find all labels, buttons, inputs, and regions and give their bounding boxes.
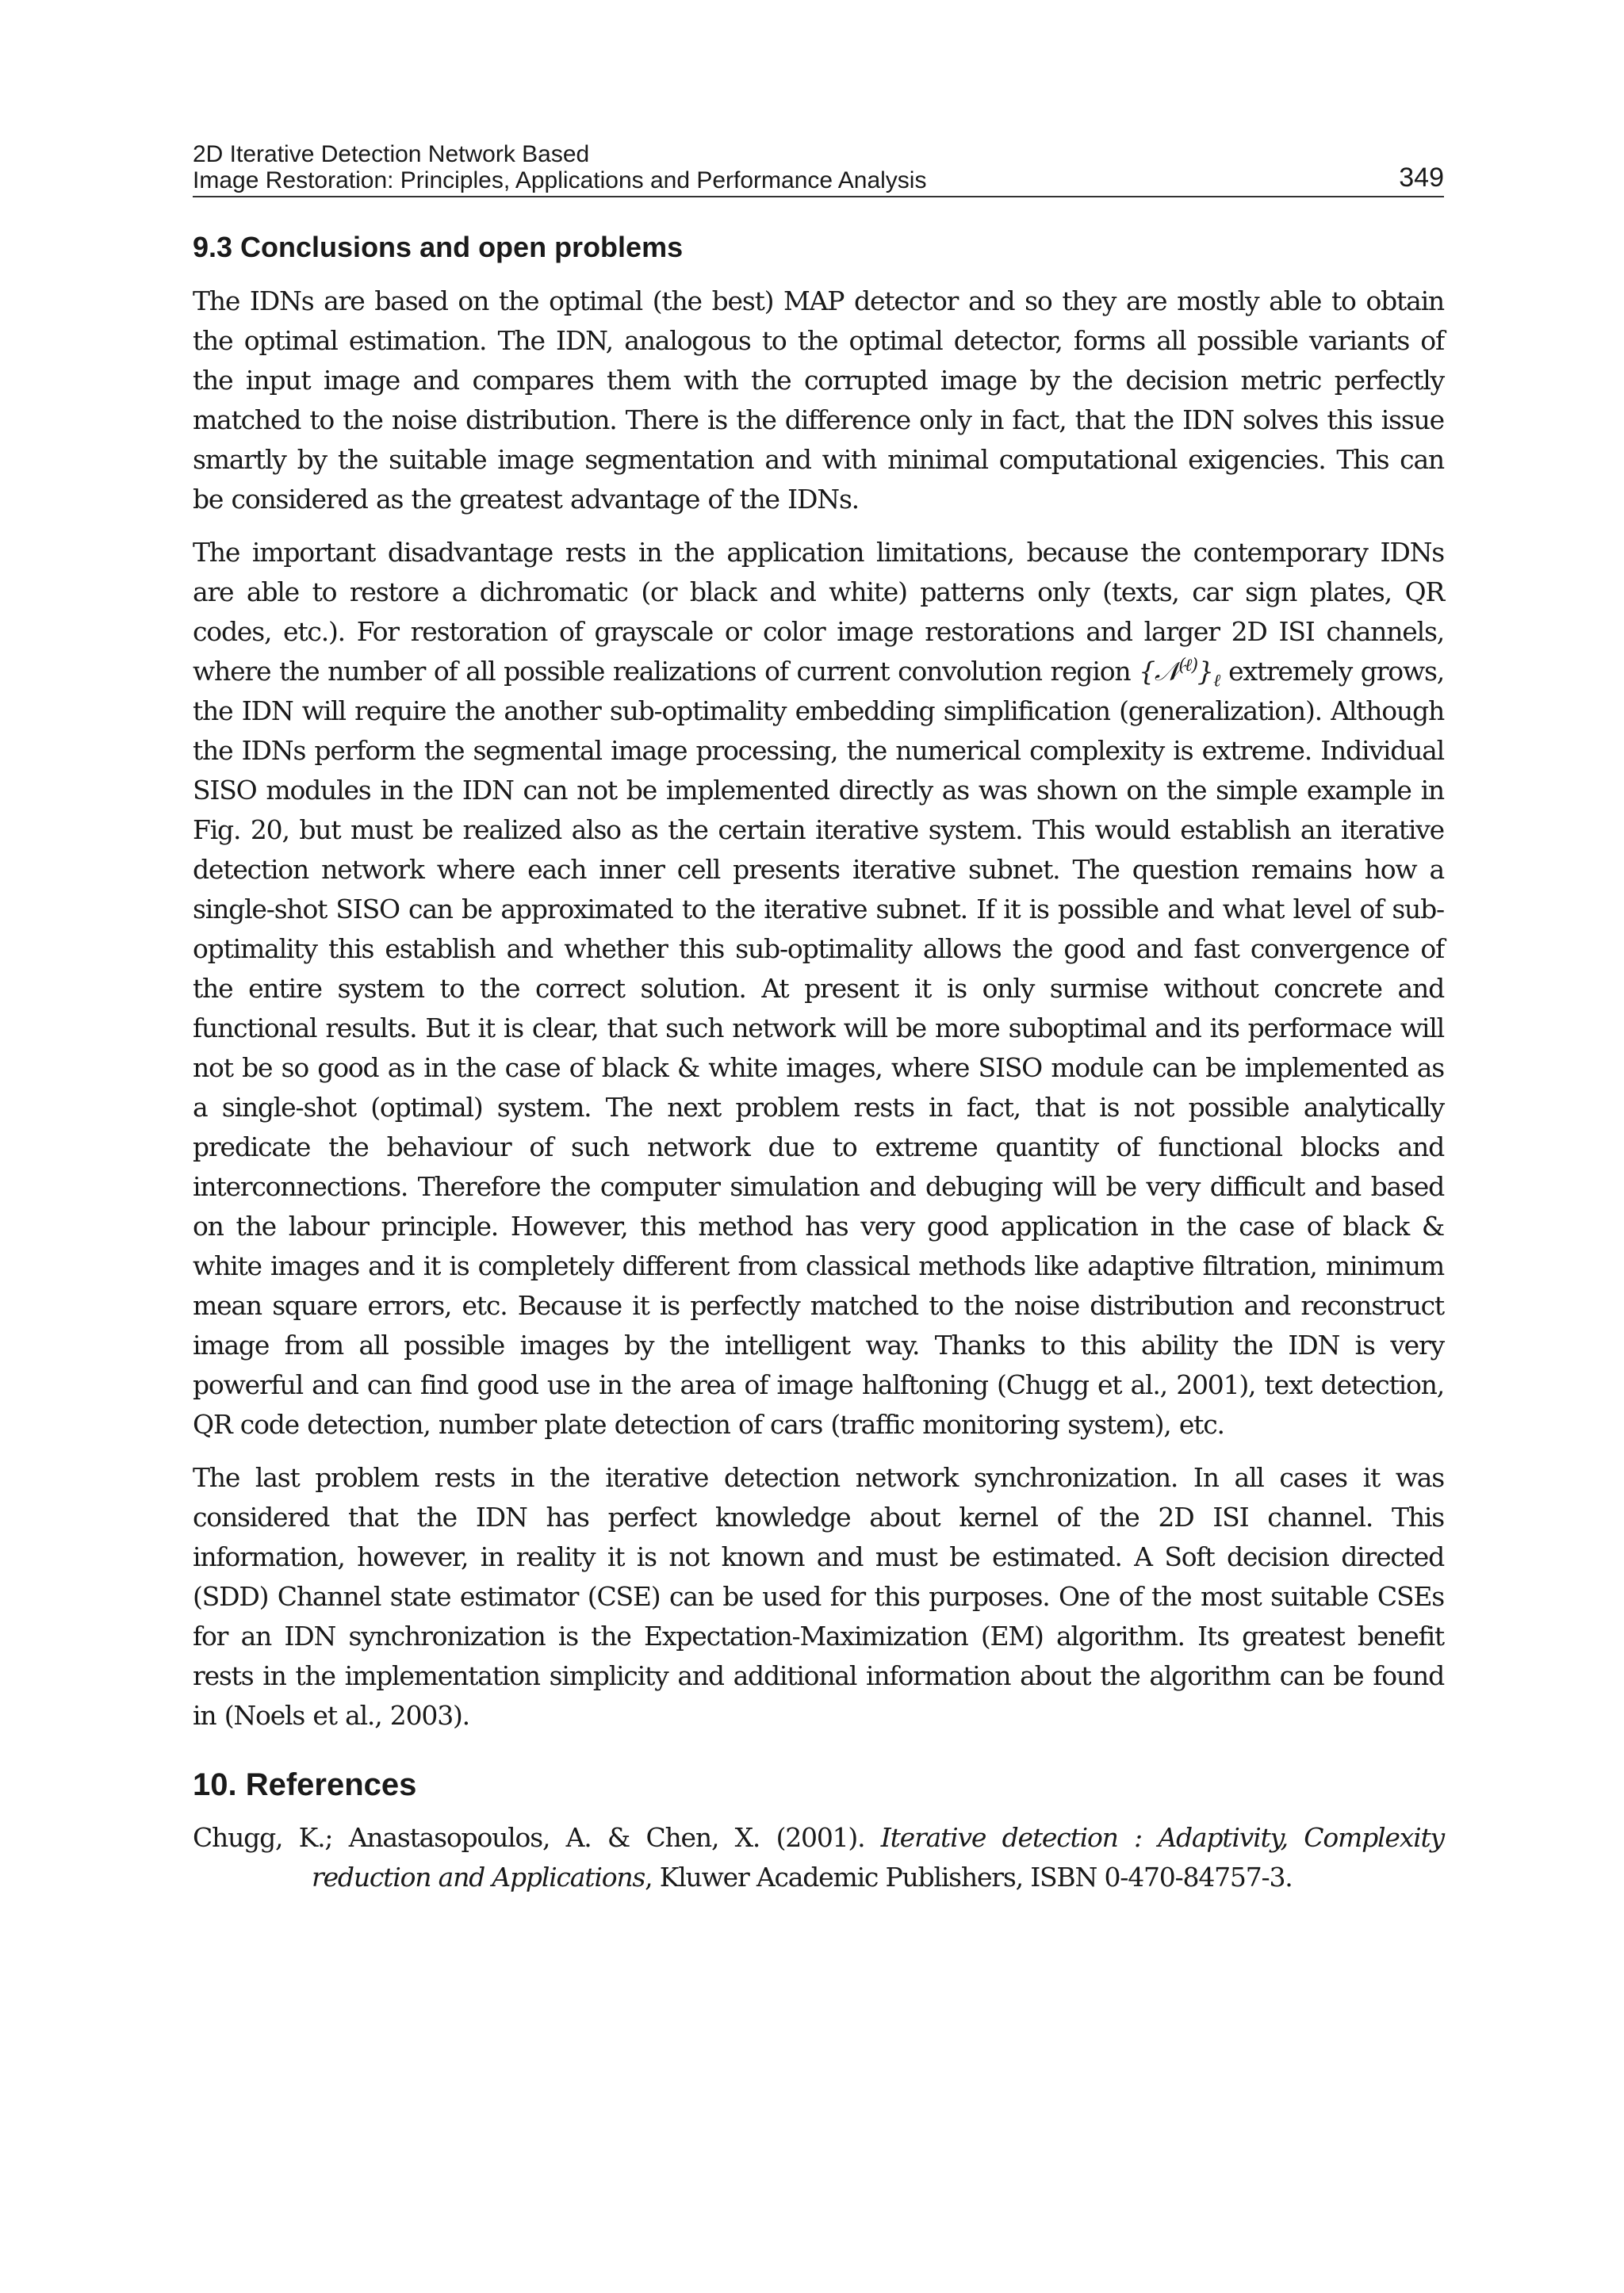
reference-publisher: , Kluwer Academic Publishers, ISBN 0-470-84757-3. (645, 1862, 1293, 1893)
paragraph-text: extremely grows, the IDN will require the another sub-optimality embedding simplification (generalization). Although the IDNs perform the segmental image processing, the numerical complexity is extreme. Individual SISO modules in the IDN can not be implemented directly as was shown on the simple example in Fig. 20, but must be realized also as the certain iterative system. This would establish an iterative detection network where each inner cell presents iterative subnet. The question remains how a single-shot SISO can be approximated to the iterative subnet. If it is possible and what level of sub-optimality this establish and whether this sub-optimality allows the good and fast convergence of the entire system to the correct solution. At present it is only surmise without concrete and functional results. But it is clear, that such network will be more suboptimal and its performace will not be so good as in the case of black & white images, where SISO module can be implemented as a single-shot (optimal) system. The next problem rests in fact, that is not possible analytically predicate the behaviour of such network due to extreme quantity of functional blocks and interconnections. Therefore the computer simulation and debuging will be very difficult and based on the labour principle. However, this method has very good application in the case of black & white images and it is completely different from classical methods like adaptive filtration, minimum mean square errors, etc. Because it is perfectly matched to the noise distribution and reconstruct image from all possible images by the intelligent way. Thanks to this ability the IDN is very powerful and can find good use in the area of image halftoning (Chugg et al., 2001), text detection, QR code detection, number plate detection of cars (traffic monitoring system), etc. (193, 656, 1445, 1440)
running-header (193, 141, 1444, 197)
paragraph-disadvantages (193, 533, 1444, 1445)
reference-title: Iterative detection : Adaptivity, Complexity reduction and Applications (312, 1822, 1444, 1893)
references-heading: 10. References (193, 1767, 417, 1802)
header-title-line-1: 2D Iterative Detection Network Based (193, 141, 590, 167)
reference-entry (193, 1818, 1444, 1897)
paragraph-synchronization: The last problem rests in the iterative detection network synchronization. In all cases it was considered that the IDN has perfect knowledge about kernel of the 2D ISI channel. This information, however, in reality it is not known and must be estimated. A Soft decision directed (SDD) Channel state estimator (CSE) can be used for this purposes. One of the most suitable CSEs for an IDN synchronization is the Expectation-Maximization (EM) algorithm. Its greatest benefit rests in the implementation simplicity and additional information about the algorithm can be found in (Noels et al., 2003). (193, 1462, 1444, 1731)
paragraph-text: The important disadvantage rests in the application limitations, because the contemporary IDNs are able to restore a dichromatic (or black and white) patterns only (texts, car sign plates, QR codes, etc.). For restoration of grayscale or color image restorations and larger 2D ISI channels, where the number of all possible realizations of current convolution region (193, 537, 1444, 687)
page (193, 141, 1444, 1897)
convolution-region-formula: $\{𝒩^{(\ell)}\}_\ell$ (1139, 656, 1220, 691)
header-title-line-2: Image Restoration: Principles, Applications and Performance Analysis (193, 167, 927, 193)
paragraph-advantages: The IDNs are based on the optimal (the best) MAP detector and so they are mostly able to obtain the optimal estimation. The IDN, analogous to the optimal detector, forms all possible variants of the input image and compares them with the corrupted image by the decision metric perfectly matched to the noise distribution. There is the difference only in fact, that the IDN solves this issue smartly by the suitable image segmentation and with minimal computational exigencies. This can be considered as the greatest advantage of the IDNs. (193, 285, 1444, 515)
reference-authors: Chugg, K.; Anastasopoulos, A. & Chen, X. (2001). (193, 1822, 865, 1853)
section-heading: 9.3 Conclusions and open problems (193, 231, 684, 263)
page-number: 349 (1399, 163, 1444, 193)
